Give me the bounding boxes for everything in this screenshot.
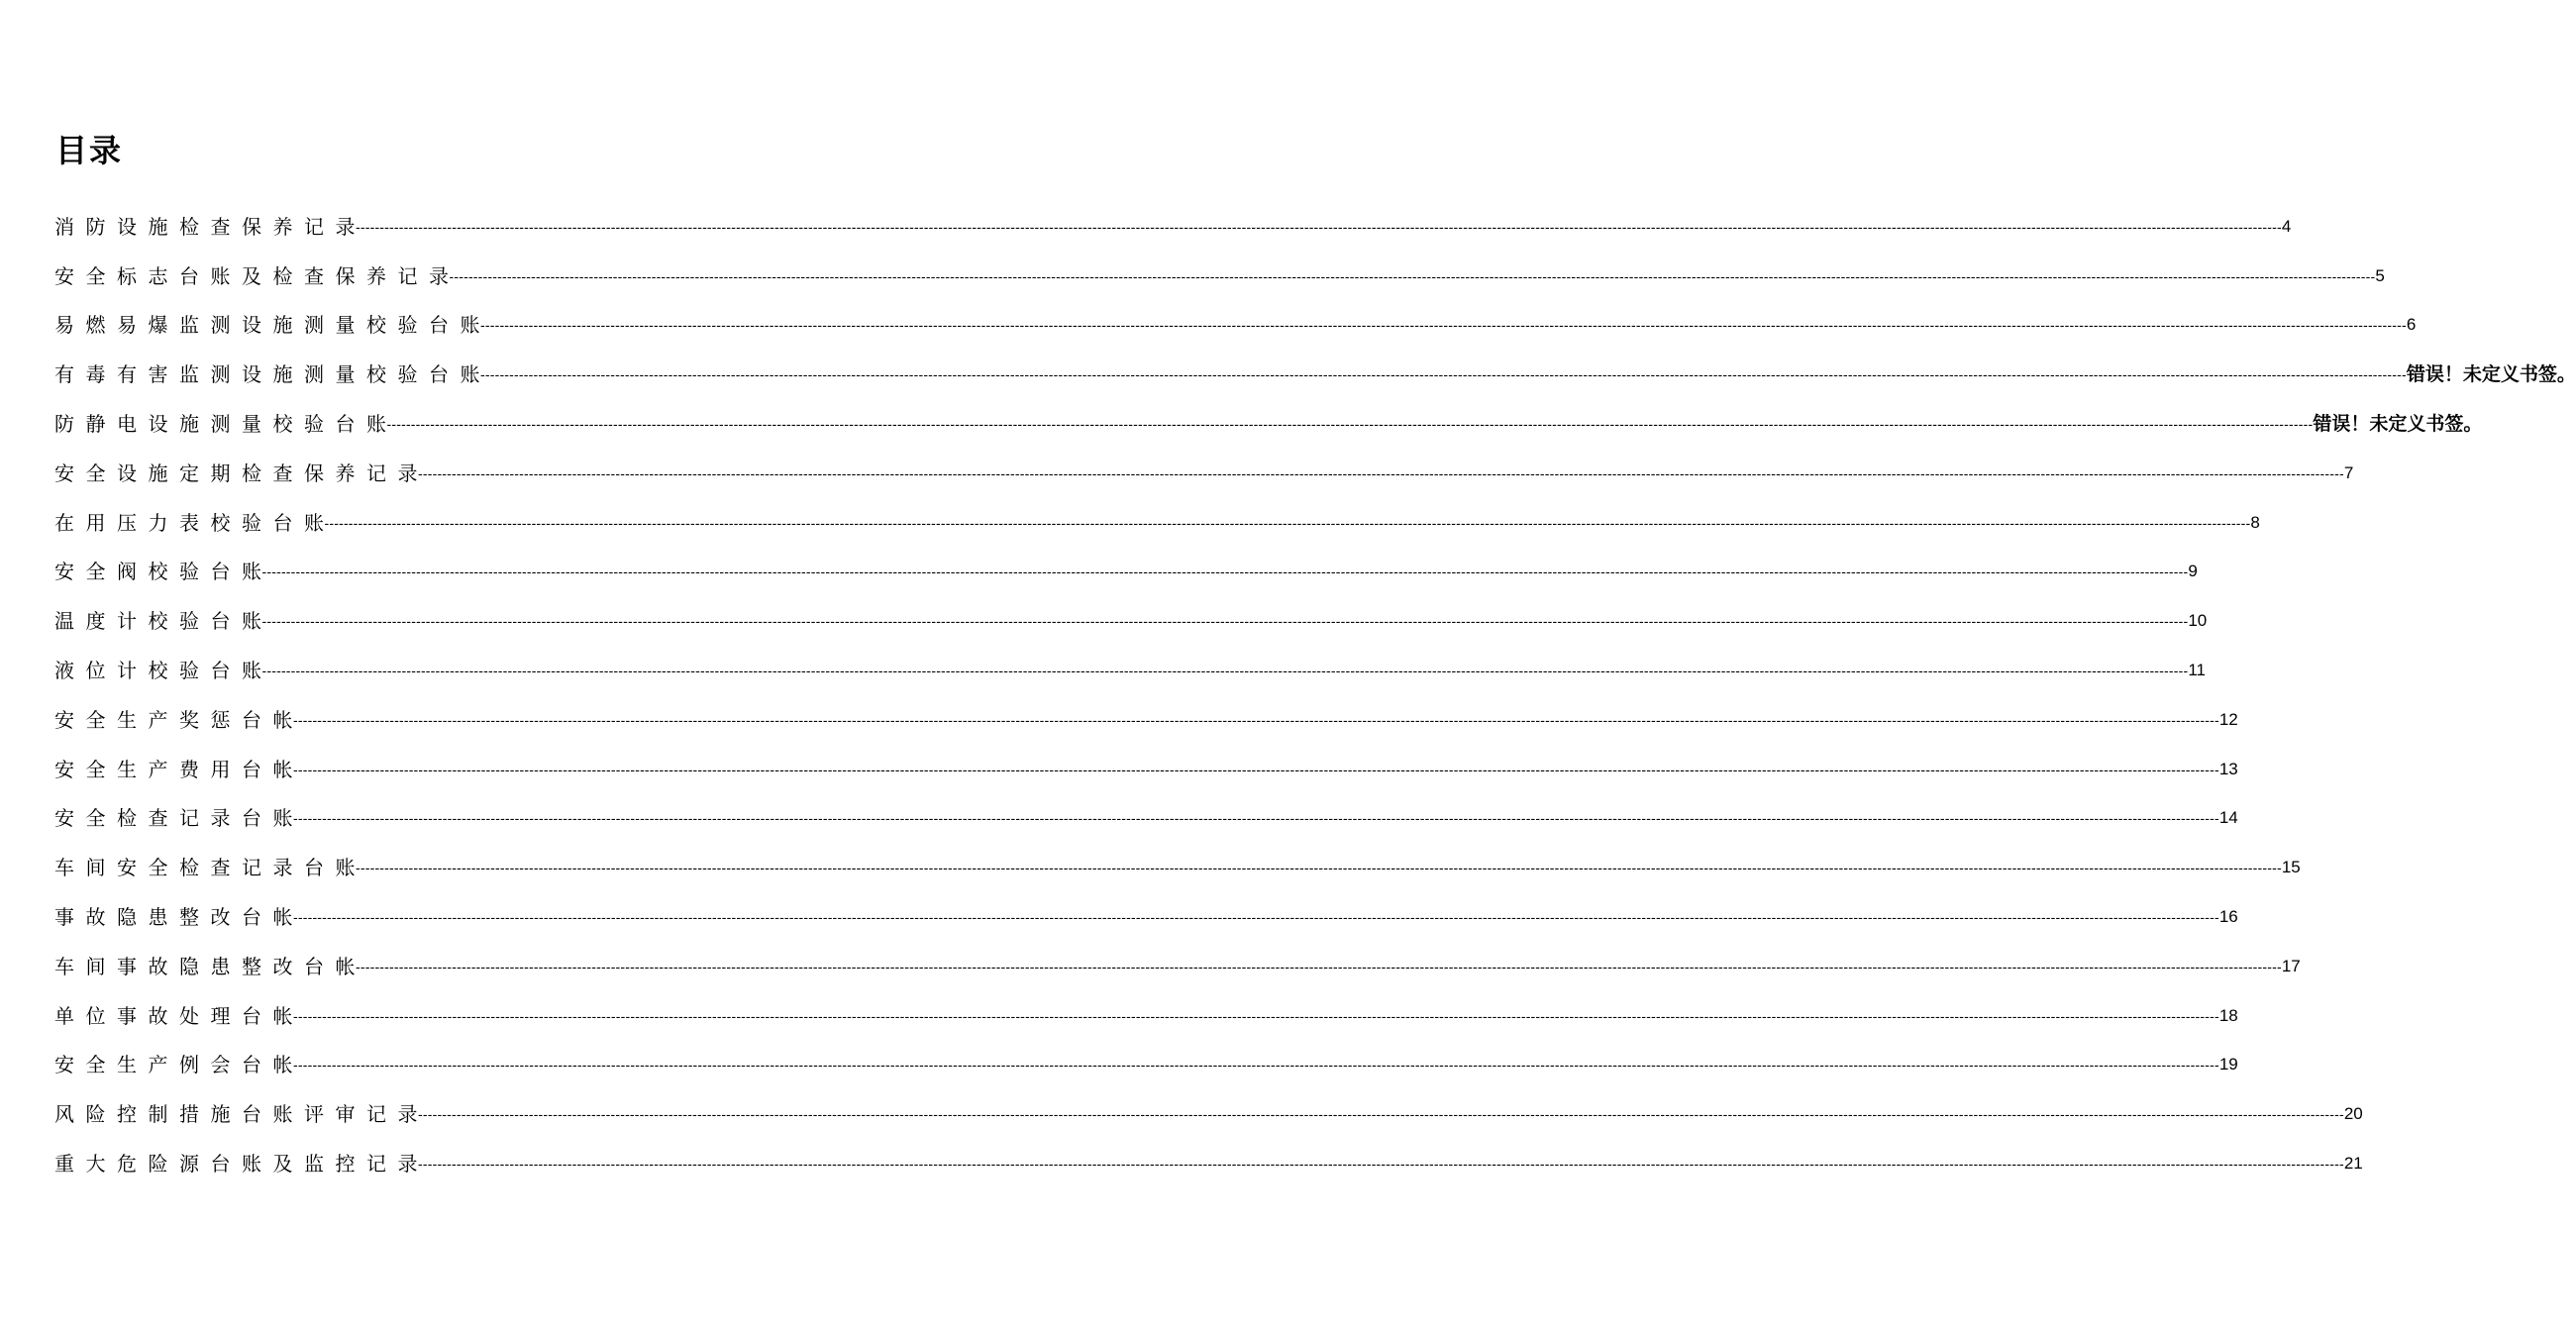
toc-page-number[interactable]: 14 [2218, 808, 2238, 828]
toc-entry-title[interactable]: 温度计校验台账 [54, 609, 273, 634]
toc-entry-title[interactable]: 安全标志台账及检查保养记录 [54, 263, 461, 288]
toc-entry-title[interactable]: 安全生产奖惩台帐 [54, 707, 304, 732]
toc-dot-leader: ---------------------------------------------------------------------------------------------------------------------------------------------------------------------------------------------------------------------------------------------------------------------------------------------------------------------------------------------------------------------------------------------------------------- [386, 415, 2314, 432]
toc-entry[interactable] [54, 887, 2238, 937]
toc-entry[interactable] [54, 247, 2385, 296]
toc-dot-leader: ---------------------------------------------------------------------------------------------------------------------------------------------------------------------------------------------------------------------------------------------------------------------------------------------------------------------------------------------------------------------------------------------------------------- [324, 514, 2251, 531]
toc-entry[interactable] [54, 1084, 2363, 1134]
toc-entry-title[interactable]: 车间事故隐患整改台帐 [54, 954, 366, 978]
toc-page-number[interactable]: 19 [2218, 1055, 2238, 1075]
toc-dot-leader: ---------------------------------------------------------------------------------------------------------------------------------------------------------------------------------------------------------------------------------------------------------------------------------------------------------------------------------------------------------------------------------------------------------------- [293, 711, 2219, 728]
toc-dot-leader: ---------------------------------------------------------------------------------------------------------------------------------------------------------------------------------------------------------------------------------------------------------------------------------------------------------------------------------------------------------------------------------------------------------------- [356, 218, 2282, 235]
toc-page-number[interactable]: 18 [2218, 1005, 2238, 1025]
toc-entry-title[interactable]: 防静电设施测量校验台账 [54, 411, 398, 436]
toc-page-number[interactable]: 6 [2406, 315, 2417, 335]
toc-dot-leader: ---------------------------------------------------------------------------------------------------------------------------------------------------------------------------------------------------------------------------------------------------------------------------------------------------------------------------------------------------------------------------------------------------------------- [480, 366, 2407, 383]
toc-page-number[interactable]: 21 [2343, 1153, 2363, 1173]
toc-entry-title[interactable]: 易燃易爆监测设施测量校验台账 [54, 313, 491, 338]
toc-entry-title[interactable]: 安全阀校验台账 [54, 560, 273, 584]
toc-page-number[interactable]: 20 [2343, 1104, 2363, 1124]
toc-dot-leader: ---------------------------------------------------------------------------------------------------------------------------------------------------------------------------------------------------------------------------------------------------------------------------------------------------------------------------------------------------------------------------------------------------------------- [261, 613, 2189, 630]
toc-list [54, 197, 2576, 1183]
toc-entry[interactable] [54, 345, 2576, 394]
toc-entry[interactable] [54, 690, 2238, 740]
toc-dot-leader: ---------------------------------------------------------------------------------------------------------------------------------------------------------------------------------------------------------------------------------------------------------------------------------------------------------------------------------------------------------------------------------------------------------------- [293, 810, 2219, 827]
toc-page-number[interactable]: 16 [2218, 906, 2238, 926]
toc-dot-leader: ---------------------------------------------------------------------------------------------------------------------------------------------------------------------------------------------------------------------------------------------------------------------------------------------------------------------------------------------------------------------------------------------------------------- [480, 317, 2407, 334]
toc-page-number[interactable]: 4 [2281, 216, 2292, 236]
toc-page-number[interactable]: 11 [2188, 660, 2206, 679]
toc-entry-title[interactable]: 车间安全检查记录台账 [54, 856, 366, 880]
toc-page-number[interactable]: 12 [2218, 709, 2238, 729]
toc-dot-leader: ---------------------------------------------------------------------------------------------------------------------------------------------------------------------------------------------------------------------------------------------------------------------------------------------------------------------------------------------------------------------------------------------------------------- [418, 464, 2344, 481]
toc-entry[interactable] [54, 789, 2238, 839]
toc-entry-title[interactable]: 液位计校验台账 [54, 658, 273, 682]
toc-entry-title[interactable]: 事故隐患整改台帐 [54, 904, 304, 929]
toc-dot-leader: ---------------------------------------------------------------------------------------------------------------------------------------------------------------------------------------------------------------------------------------------------------------------------------------------------------------------------------------------------------------------------------------------------------------- [356, 958, 2282, 974]
toc-entry-title[interactable]: 安全生产费用台帐 [54, 757, 304, 781]
toc-entry-title[interactable]: 有毒有害监测设施测量校验台账 [54, 362, 491, 387]
toc-page-number[interactable]: 7 [2343, 462, 2354, 482]
toc-entry[interactable] [54, 394, 2483, 444]
toc-page-number[interactable]: 8 [2250, 512, 2260, 532]
toc-page-number[interactable]: 9 [2188, 562, 2198, 581]
toc-entry-title[interactable]: 安全设施定期检查保养记录 [54, 461, 429, 485]
toc-dot-leader: ---------------------------------------------------------------------------------------------------------------------------------------------------------------------------------------------------------------------------------------------------------------------------------------------------------------------------------------------------------------------------------------------------------------- [418, 1155, 2344, 1172]
toc-entry-title[interactable]: 单位事故处理台帐 [54, 1003, 304, 1028]
toc-entry[interactable] [54, 493, 2260, 543]
toc-page-number[interactable]: 17 [2281, 956, 2301, 975]
toc-entry[interactable] [54, 986, 2238, 1036]
toc-entry[interactable] [54, 641, 2206, 690]
toc-entry[interactable] [54, 543, 2198, 592]
toc-page-number[interactable]: 错误！未定义书签。 [2313, 412, 2483, 435]
toc-dot-leader: ---------------------------------------------------------------------------------------------------------------------------------------------------------------------------------------------------------------------------------------------------------------------------------------------------------------------------------------------------------------------------------------------------------------- [293, 761, 2219, 777]
toc-entry-title[interactable]: 重大危险源台账及监控记录 [54, 1151, 429, 1176]
toc-heading: 目录 [55, 132, 124, 169]
toc-dot-leader: ---------------------------------------------------------------------------------------------------------------------------------------------------------------------------------------------------------------------------------------------------------------------------------------------------------------------------------------------------------------------------------------------------------------- [293, 1007, 2219, 1024]
toc-dot-leader: ---------------------------------------------------------------------------------------------------------------------------------------------------------------------------------------------------------------------------------------------------------------------------------------------------------------------------------------------------------------------------------------------------------------- [261, 563, 2189, 580]
toc-entry[interactable] [54, 444, 2354, 493]
toc-dot-leader: ---------------------------------------------------------------------------------------------------------------------------------------------------------------------------------------------------------------------------------------------------------------------------------------------------------------------------------------------------------------------------------------------------------------- [356, 860, 2282, 876]
toc-dot-leader: ---------------------------------------------------------------------------------------------------------------------------------------------------------------------------------------------------------------------------------------------------------------------------------------------------------------------------------------------------------------------------------------------------------------- [449, 267, 2376, 284]
toc-dot-leader: ---------------------------------------------------------------------------------------------------------------------------------------------------------------------------------------------------------------------------------------------------------------------------------------------------------------------------------------------------------------------------------------------------------------- [293, 1057, 2219, 1074]
toc-entry[interactable] [54, 296, 2417, 346]
toc-entry-title[interactable]: 消防设施检查保养记录 [54, 214, 366, 239]
toc-entry[interactable] [54, 1036, 2238, 1085]
toc-page-number[interactable]: 5 [2375, 265, 2385, 285]
toc-page-number[interactable]: 10 [2188, 611, 2208, 631]
toc-entry[interactable] [54, 197, 2292, 247]
toc-dot-leader: ---------------------------------------------------------------------------------------------------------------------------------------------------------------------------------------------------------------------------------------------------------------------------------------------------------------------------------------------------------------------------------------------------------------- [293, 908, 2219, 925]
toc-entry[interactable] [54, 740, 2238, 789]
toc-entry[interactable] [54, 937, 2301, 986]
toc-entry-title[interactable]: 风险控制措施台账评审记录 [54, 1102, 429, 1127]
toc-entry[interactable] [54, 1134, 2363, 1183]
toc-entry[interactable] [54, 591, 2208, 641]
toc-entry[interactable] [54, 838, 2301, 887]
toc-entry-title[interactable]: 在用压力表校验台账 [54, 510, 336, 535]
toc-page-number[interactable]: 15 [2281, 858, 2301, 877]
toc-dot-leader: ---------------------------------------------------------------------------------------------------------------------------------------------------------------------------------------------------------------------------------------------------------------------------------------------------------------------------------------------------------------------------------------------------------------- [418, 1106, 2344, 1123]
toc-entry-title[interactable]: 安全生产例会台帐 [54, 1053, 304, 1077]
toc-page-number[interactable]: 13 [2218, 759, 2238, 778]
toc-dot-leader: ---------------------------------------------------------------------------------------------------------------------------------------------------------------------------------------------------------------------------------------------------------------------------------------------------------------------------------------------------------------------------------------------------------------- [261, 662, 2189, 678]
toc-entry-title[interactable]: 安全检查记录台账 [54, 806, 304, 831]
toc-page-number[interactable]: 错误！未定义书签。 [2406, 363, 2576, 386]
